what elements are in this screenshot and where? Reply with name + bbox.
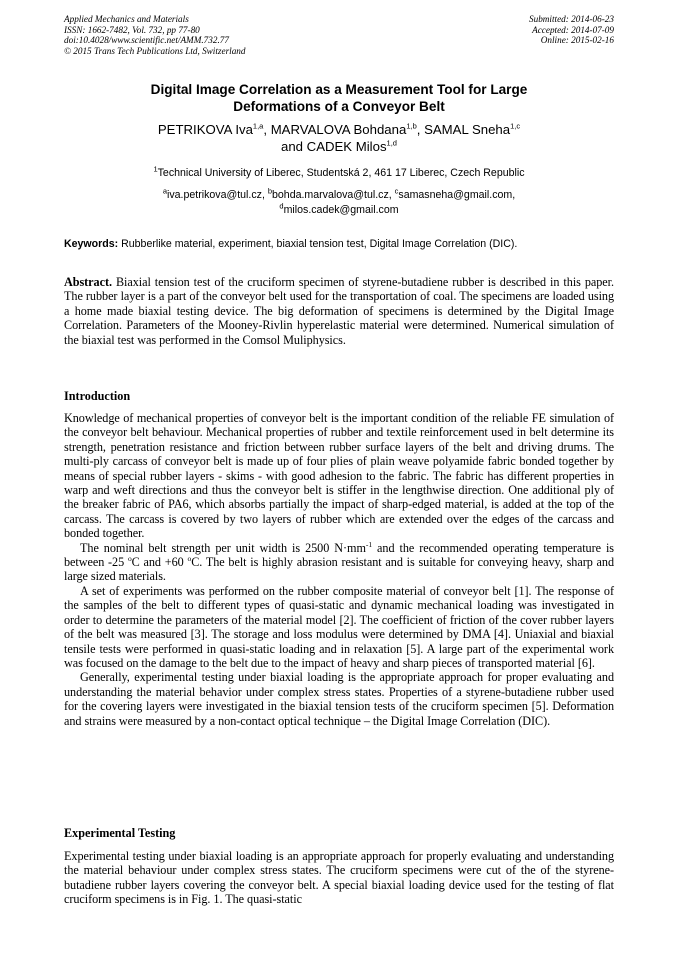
author-sup: 1,b	[406, 121, 417, 131]
section-heading-introduction: Introduction	[64, 389, 131, 403]
author-sup: 1,d	[386, 138, 397, 148]
accepted-date: Accepted: 2014-07-09	[532, 24, 614, 35]
copyright-line: © 2015 Trans Tech Publications Ltd, Switzerland	[64, 45, 246, 56]
abstract-text: Biaxial tension test of the cruciform specimen of styrene-butadiene rubber is described in this paper. The rubber layer is a part of the conveyor belt used for the transportation of coal. The specimens are loaded using a home made biaxial testing device. The big deformation of specimens is determined by the Digital Image Correlation. Parameters of the Mooney-Rivlin hyperelastic material were determined. Numerical simulation of the biaxial test was performed in the Comsol Muliphysics.	[64, 275, 614, 347]
intro-paragraph-3: A set of experiments was performed on the rubber composite material of conveyor belt [1]. The response of the samples of the belt to different types of quasi-static and dynamic mechanical loading was investigated in order to determine the parameters of the material model [2]. The coefficient of friction of the cover rubber layers of the belt was measured [3]. The storage and loss modulus were determined by DMA [4]. Uniaxial and biaxial tensile tests were performed in quasi-static loading and in relaxation [5]. A large part of the experimental work was focused on the damage to the belt due to the impact of heavy and sharp pieces of transported material [6].	[64, 583, 614, 670]
author-name: MARVALOVA Bohdana	[270, 122, 407, 137]
author-conjunction: and	[281, 138, 307, 154]
experimental-paragraph-1: Experimental testing under biaxial loading is an appropriate approach for properly evaluating and understanding the material behaviour under complex stress states. The cruciform specimens were cut of the of the styrene-butadiene rubber layers covering the conveyor belt. A special biaxial loading device used for the testing of flat cruciform specimens is in Fig. 1. The quasi-static	[64, 849, 614, 907]
keywords	[64, 238, 614, 251]
affiliation-sup: 1	[153, 164, 158, 174]
email-sup: c	[394, 186, 399, 196]
issn-line: ISSN: 1662-7482, Vol. 732, pp 77-80	[64, 24, 200, 35]
email-link[interactable]: milos.cadek@gmail.com	[283, 204, 399, 216]
intro-paragraph-4: Generally, experimental testing under biaxial loading is the appropriate approach for proper evaluating and understanding the material behavior under complex stress states. Properties of a styrene-butadiene rubber used for the covering layers were investigated in the biaxial tension tests of the cruciform specimen [5]. Deformation and strains were measured by a non-contact optical technique – the Digital Image Correlation (DIC).	[64, 670, 614, 728]
affiliation-text: Technical University of Liberec, Studentská 2, 461 17 Liberec, Czech Republic	[157, 167, 525, 179]
superscript: o	[127, 554, 132, 563]
superscript: o	[187, 554, 192, 563]
online-date: Online: 2015-02-16	[540, 35, 614, 46]
author-separator: ,	[263, 122, 271, 137]
authors-line-2	[64, 139, 614, 156]
email-sup: d	[279, 201, 284, 211]
journal-name: Applied Mechanics and Materials	[64, 14, 189, 24]
author-name: SAMAL Sneha	[424, 122, 511, 137]
intro-paragraph-2	[64, 541, 614, 584]
introduction-body	[64, 411, 614, 728]
author-name: CADEK Milos	[306, 138, 387, 154]
abstract-label: Abstract.	[64, 275, 112, 289]
email-link[interactable]: samasneha@gmail.com,	[398, 189, 516, 201]
doi-line: doi:10.4028/www.scientific.net/AMM.732.77	[64, 35, 229, 46]
dates-info	[529, 14, 614, 46]
submitted-date: Submitted: 2014-06-23	[529, 14, 614, 24]
author-sup: 1,a	[252, 121, 264, 131]
title-line-1: Digital Image Correlation as a Measurement Tool for Large	[150, 82, 528, 97]
email-link[interactable]: iva.petrikova@tul.cz,	[167, 189, 268, 201]
author-list	[64, 122, 614, 155]
text-run: C. The belt is highly abrasion resistant and is suitable for conveying heavy, sharp and large sized materials.	[64, 555, 614, 584]
affiliation	[64, 164, 614, 180]
author-sup: 1,c	[510, 121, 521, 131]
keywords-label: Keywords:	[64, 238, 119, 250]
text-run: C and +60	[131, 555, 188, 570]
title-line-2: Deformations of a Conveyor Belt	[233, 99, 445, 114]
intro-paragraph-1: Knowledge of mechanical properties of conveyor belt is the important condition of the reliable FE simulation of the conveyor belt behaviour. Mechanical properties of rubber and textile reinforcement used in belt determine its strength, penetration resistance and friction between rubber surface layers of the belt and driving drums. The multi-ply carcass of conveyor belt is made up of four plies of plain weave polyamide fabric bonded together by means of special rubber layers - skims - with good adhesion to the fabric. The fabric has different properties in warp and weft directions and thus the conveyor belt is stiffer in the lengthwise direction. One additional ply of the breaker fabric of PA6, which absorbs partially the impact of sharp-edged material, is added at the top of the carcass. The carcass is covered by two layers of rubber which are extended over the edges of the carcass and bonded together.	[64, 411, 614, 541]
keywords-text: Rubberlike material, experiment, biaxial tension test, Digital Image Correlation (DIC).	[118, 238, 518, 250]
journal-info	[64, 14, 245, 56]
author-name: PETRIKOVA Iva	[157, 122, 253, 137]
authors-line-1	[64, 122, 614, 139]
experimental-body	[64, 849, 614, 907]
text-run: and the recommended operating temperature is between -25	[64, 540, 614, 570]
email-link[interactable]: bohda.marvalova@tul.cz,	[272, 189, 395, 201]
paper-title	[64, 81, 614, 115]
emails-line-1	[64, 188, 614, 203]
author-emails	[64, 188, 614, 218]
abstract	[64, 275, 614, 347]
email-sup: b	[267, 186, 273, 196]
email-sup: a	[162, 186, 167, 196]
superscript: -1	[365, 539, 373, 549]
section-heading-experimental-testing: Experimental Testing	[64, 826, 176, 840]
text-run: The nominal belt strength per unit width is 2500 N·mm	[80, 540, 366, 555]
emails-line-2	[64, 203, 614, 218]
author-separator: ,	[416, 122, 425, 137]
